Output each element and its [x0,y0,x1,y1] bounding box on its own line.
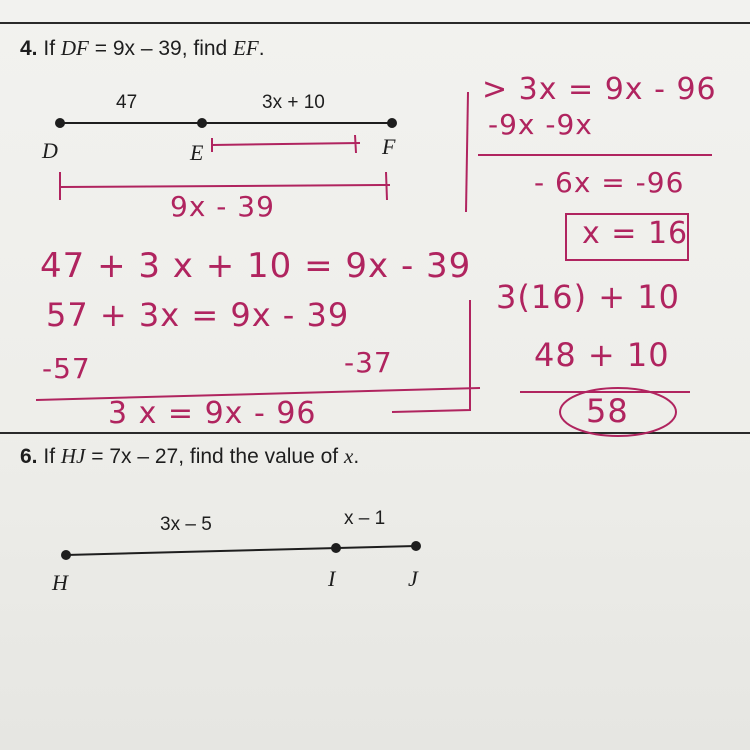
label-ef: 3x + 10 [262,92,325,113]
point-d-dot [55,118,65,128]
problem-6-var-hj: HJ [60,444,86,468]
work-line-2: 57 + 3x = 9x - 39 [46,296,350,334]
work-line-3b: -37 [344,346,393,379]
work-right-3: - 6x = -96 [534,166,685,199]
point-h-dot [61,550,71,560]
problem-6-if: If [43,445,56,468]
problem-6-prompt [20,444,359,469]
point-h-label: H [52,570,68,595]
label-hi: 3x – 5 [160,514,212,535]
work-right-1: > 3x = 9x - 96 [482,72,717,107]
segment-hj [66,546,416,555]
problem-6-expression: = 7x – 27, find the value of [91,445,339,468]
problem-4-var-df: DF [60,36,89,60]
point-d-label: D [42,138,58,163]
problem-4-period: . [258,37,265,60]
work-right-2: -9x -9x [488,108,593,141]
problem-6-period: . [353,445,360,468]
problem-6-var-x: x [344,444,354,468]
work-final-answer: 58 [586,392,629,430]
problem-4-number: 4. [20,37,38,60]
arrow-connector [392,300,470,412]
point-j-label: J [408,566,418,591]
point-i-dot [331,543,341,553]
point-e-dot [197,118,207,128]
label-de: 47 [116,92,138,113]
point-f-label: F [382,134,396,159]
work-line-4: 3 x = 9x - 96 [108,396,317,431]
work-right-4: x = 16 [582,216,689,251]
problem-4-var-ef: EF [233,36,259,60]
point-i-label: I [328,566,336,591]
label-ij: x – 1 [344,508,386,529]
work-line-3a: -57 [42,352,91,385]
problem-4-expression: = 9x – 39, find [94,37,228,60]
work-right-6: 48 + 10 [534,336,670,374]
bracket-ef [212,135,360,153]
work-divider [466,92,468,212]
work-line-1: 47 + 3 x + 10 = 9x - 39 [40,246,472,286]
point-e-label: E [190,140,204,165]
problem-4-if: If [43,37,56,60]
work-df-expression: 9x - 39 [170,190,275,223]
point-f-dot [387,118,397,128]
work-right-5: 3(16) + 10 [496,278,680,316]
point-j-dot [411,541,421,551]
problem-6-number: 6. [20,445,38,468]
